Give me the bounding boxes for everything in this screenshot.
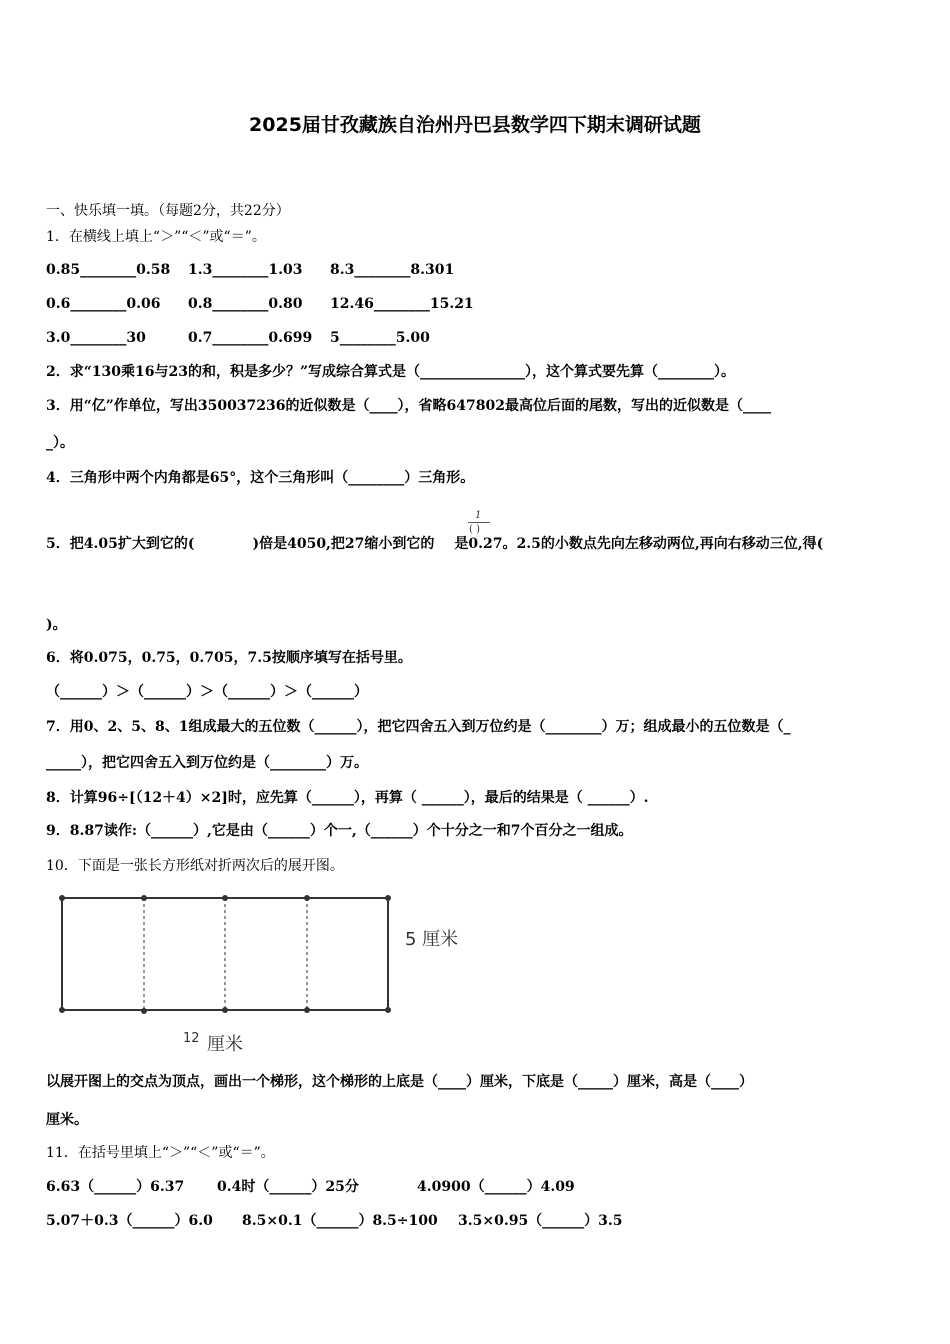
height-label: 5 厘米 bbox=[405, 929, 459, 950]
vertex-dot bbox=[304, 895, 310, 901]
question-10-prompt-line-2: 厘米。 bbox=[46, 1112, 88, 1128]
q6-blanks: （______）＞（______）＞（______）＞（______） bbox=[46, 684, 368, 700]
q11-item: 0.4时（______）25分 bbox=[217, 1179, 359, 1195]
q5-part-3: 是0.27。2.5的小数点先向左移动两位,再向右移动三位,得( bbox=[454, 536, 824, 552]
q1-item: 12.46________15.21 bbox=[330, 296, 474, 312]
section-heading: 一、快乐填一填。（每题2分，共22分） bbox=[46, 203, 290, 219]
q11-item: 5.07＋0.3（______）6.0 bbox=[46, 1213, 213, 1229]
page-title: 2025届甘孜藏族自治州丹巴县数学四下期末调研试题 bbox=[249, 114, 701, 136]
vertex-dot bbox=[385, 895, 391, 901]
question-5 bbox=[46, 535, 823, 553]
vertex-dot bbox=[59, 895, 65, 901]
q1-item: 0.85________0.58 bbox=[46, 262, 171, 278]
question-10: 10．下面是一张长方形纸对折两次后的展开图。 bbox=[46, 858, 344, 874]
width-label-number: 12 bbox=[183, 1031, 200, 1046]
q1-item: 0.8________0.80 bbox=[188, 296, 303, 312]
q5-fraction-numerator: 1 bbox=[475, 510, 482, 521]
q1-item: 1.3________1.03 bbox=[188, 262, 303, 278]
q1-item: 8.3________8.301 bbox=[330, 262, 455, 278]
vertex-dot bbox=[141, 895, 147, 901]
question-2: 2．求“130乘16与23的和，积是多少？”写成综合算式是（_______________），这个算式要先算（________）。 bbox=[46, 364, 736, 380]
question-6: 6．将0.075，0.75，0.705，7.5按顺序填写在括号里。 bbox=[46, 650, 412, 666]
q11-item: 4.0900（______）4.09 bbox=[417, 1179, 575, 1195]
question-10-prompt-line-1: 以展开图上的交点为顶点，画出一个梯形，这个梯形的上底是（____）厘米，下底是（_____）厘米，高是（____） bbox=[46, 1074, 753, 1090]
vertex-dot bbox=[222, 1007, 228, 1013]
q1-row-1 bbox=[46, 261, 454, 279]
question-9: 9．8.87读作:（______）,它是由（______）个一,（______）个十分之一和7个百分之一组成。 bbox=[46, 823, 633, 839]
q1-item: 0.6________0.06 bbox=[46, 296, 161, 312]
q11-item: 6.63（______）6.37 bbox=[46, 1179, 185, 1195]
question-3-line-1: 3．用“亿”作单位，写出350037236的近似数是（____），省略647802最高位后面的尾数，写出的近似数是（____ bbox=[46, 398, 771, 414]
q11-item: 3.5×0.95（______）3.5 bbox=[458, 1213, 623, 1229]
question-8: 8．计算96÷[（12＋4）×2]时，应先算（______），再算（ ______），最后的结果是（ ______）. bbox=[46, 790, 649, 806]
q11-row-2 bbox=[46, 1212, 623, 1230]
vertex-dot bbox=[141, 1008, 147, 1014]
q11-row-1 bbox=[46, 1178, 575, 1196]
question-4: 4．三角形中两个内角都是65°，这个三角形叫（________）三角形。 bbox=[46, 470, 475, 486]
q1-item: 0.7________0.699 bbox=[188, 330, 313, 346]
q5-part-1: 5．把4.05扩大到它的( bbox=[46, 536, 195, 552]
question-7-line-2: _____），把它四舍五入到万位约是（________）万。 bbox=[46, 755, 368, 771]
q1-row-2 bbox=[46, 295, 474, 313]
vertex-dot bbox=[304, 1007, 310, 1013]
q5-part-2: )倍是4050,把27缩小到它的 bbox=[252, 536, 435, 552]
unfolded-paper-diagram bbox=[40, 880, 480, 1060]
question-7-line-1: 7．用0、2、5、8、1组成最大的五位数（______），把它四舍五入到万位约是（________）万；组成最小的五位数是（_ bbox=[46, 719, 791, 735]
q1-item: 3.0________30 bbox=[46, 330, 146, 346]
vertex-dot bbox=[59, 1007, 65, 1013]
q5-fraction-denominator: ( ) bbox=[469, 524, 480, 535]
question-11: 11．在括号里填上“＞”“＜”或“＝”。 bbox=[46, 1145, 275, 1161]
width-label-unit: 厘米 bbox=[207, 1034, 243, 1055]
vertex-dot bbox=[385, 1007, 391, 1013]
q5-fraction-bar bbox=[468, 522, 490, 523]
question-3-line-2: _）。 bbox=[46, 435, 74, 451]
q1-item: 5________5.00 bbox=[330, 330, 430, 346]
vertex-dot bbox=[222, 895, 228, 901]
question-5-end: )。 bbox=[46, 617, 67, 633]
q11-item: 8.5×0.1（______）8.5÷100 bbox=[242, 1213, 438, 1229]
q1-row-3 bbox=[46, 329, 430, 347]
question-1: 1．在横线上填上“＞”“＜”或“＝”。 bbox=[46, 229, 266, 245]
